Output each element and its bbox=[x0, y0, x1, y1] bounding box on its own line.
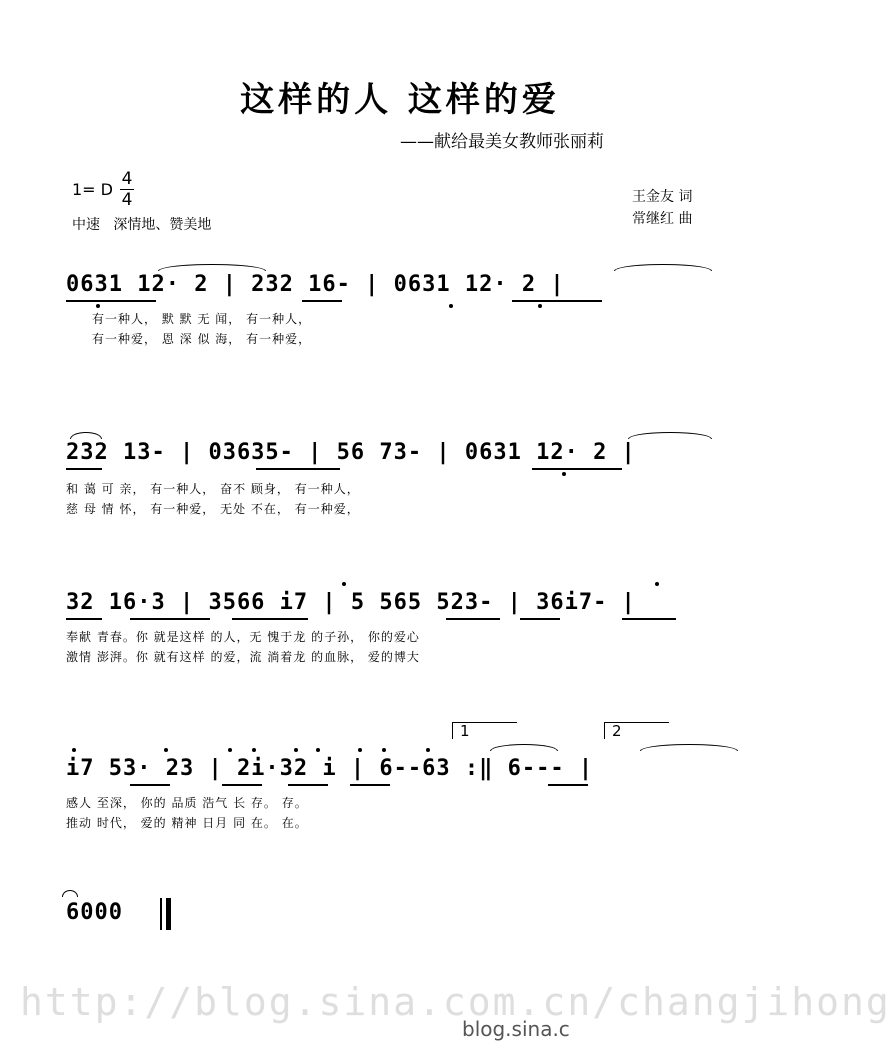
time-signature-top: 4 bbox=[121, 169, 133, 189]
notation-line: 0631 12· 2 | 232 16- | 0631 12· 2 | bbox=[66, 272, 565, 297]
time-signature-bottom: 4 bbox=[121, 190, 133, 210]
barline bbox=[160, 898, 162, 930]
lyric-verse-1: 奉献 青春。你 就是这样 的人，无 愧于龙 的子孙， 你的爱心 bbox=[66, 630, 420, 644]
watermark-badge: blog.sina.c bbox=[462, 1017, 570, 1041]
lyric-verse-1: 和 蔼 可 亲， 有一种人， 奋不 顾身， 有一种人， bbox=[66, 482, 360, 496]
lyricist-credit: 王金友 词 bbox=[632, 189, 693, 205]
lyric-verse-2: 激情 澎湃。你 就有这样 的爱，流 淌着龙 的血脉， 爱的博大 bbox=[66, 650, 420, 664]
volta-1-number: 1 bbox=[460, 722, 470, 740]
time-signature bbox=[120, 170, 134, 209]
tempo-marking: 中速 深情地、赞美地 bbox=[72, 217, 212, 233]
lyric-verse-2: 推动 时代， 爱的 精神 日月 同 在。 在。 bbox=[66, 816, 308, 830]
watermark-url: http://blog.sina.com.cn/changjihong bbox=[20, 980, 891, 1024]
lyric-verse-2: 慈 母 情 怀， 有一种爱， 无处 不在， 有一种爱， bbox=[66, 502, 360, 516]
notation-line: i7 53· 23 | 2i·32 i | 6--63 :‖ 6--- | bbox=[66, 756, 594, 781]
song-title: 这样的人 这样的爱 bbox=[240, 80, 560, 120]
notation-line: 232 13- | 03635- | 56 73- | 0631 12· 2 | bbox=[66, 440, 636, 465]
lyric-verse-2: 有一种爱， 恩 深 似 海， 有一种爱， bbox=[92, 332, 312, 346]
final-barline bbox=[166, 898, 171, 930]
volta-2-number: 2 bbox=[612, 722, 622, 740]
key-signature: 1= D bbox=[72, 180, 113, 199]
notation-line: 6000 bbox=[66, 900, 123, 925]
composer-credit: 常继红 曲 bbox=[632, 211, 693, 227]
lyric-verse-1: 有一种人， 默 默 无 闻， 有一种人， bbox=[92, 312, 312, 326]
notation-line: 32 16·3 | 3566 i7 | 5 565 523- | 36i7- | bbox=[66, 590, 636, 615]
subtitle: ——献给最美女教师张丽莉 bbox=[400, 132, 604, 152]
lyric-verse-1: 感人 至深， 你的 品质 浩气 长 存。 存。 bbox=[66, 796, 308, 810]
